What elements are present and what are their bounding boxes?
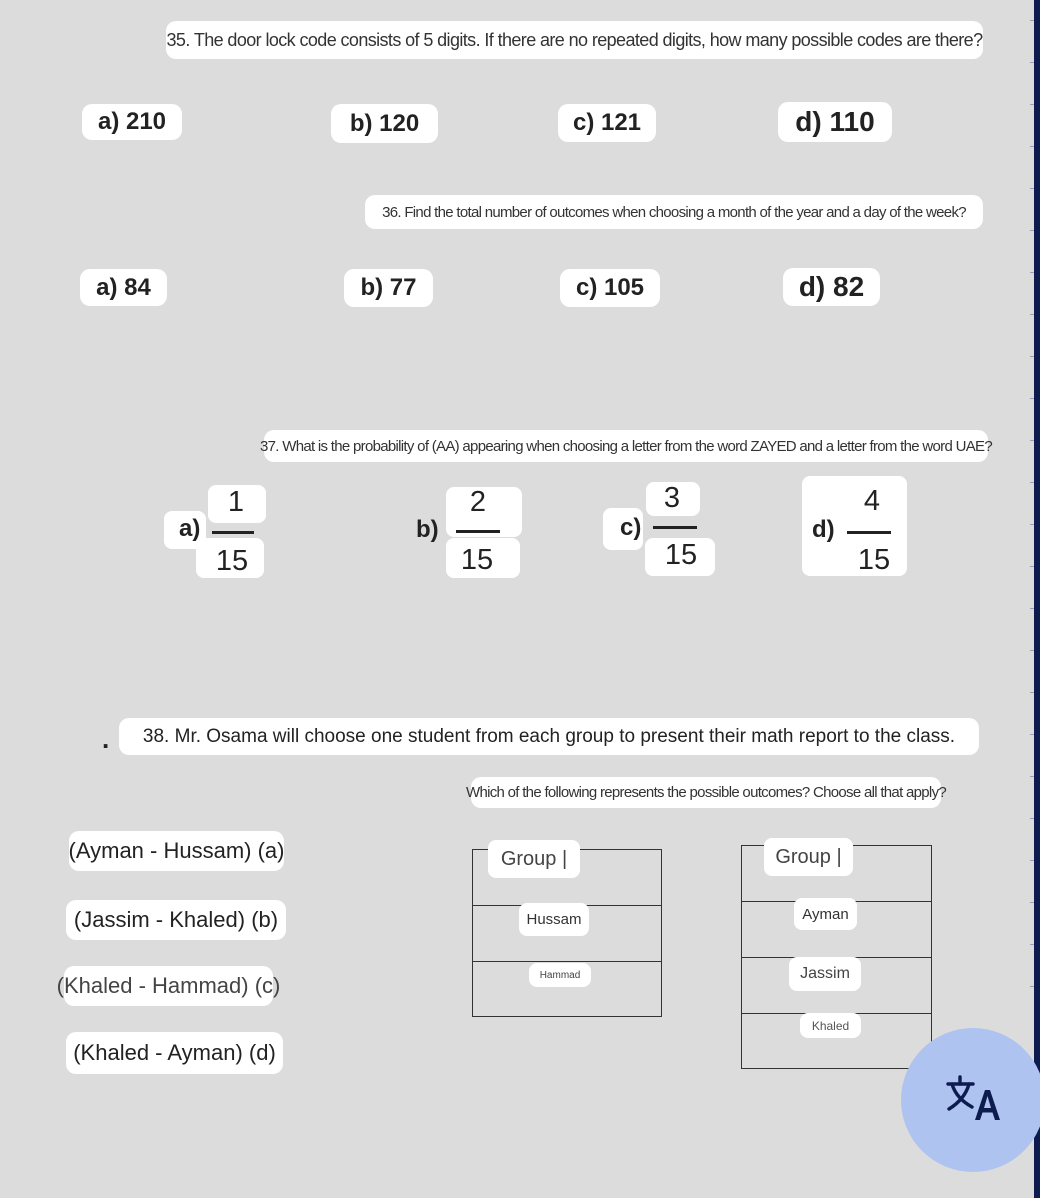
q37-option-a-denominator: 15: [215, 545, 249, 577]
group-table-1-header: Group |: [488, 840, 580, 878]
q36-option-c[interactable]: c) 105: [560, 269, 660, 307]
q37-option-c-bar: [653, 526, 697, 529]
q37-option-d-label: d): [812, 516, 835, 543]
q35-option-b[interactable]: b) 120: [331, 104, 438, 143]
q37-option-c-numerator: 3: [663, 482, 681, 514]
q37-option-b-bar: [456, 530, 500, 533]
q35-option-c[interactable]: c) 121: [558, 104, 656, 142]
q37-option-a-numerator: 1: [227, 486, 245, 518]
q37-option-c[interactable]: [603, 482, 715, 578]
q37-option-c-denominator: 15: [664, 539, 698, 571]
q37-option-d[interactable]: [802, 476, 908, 578]
q37-option-a-bar: [212, 531, 254, 534]
q37-option-a[interactable]: [164, 484, 264, 579]
question-38: 38. Mr. Osama will choose one student from each group to present their math report to the class.: [119, 718, 979, 755]
group-table-1-row-2: Hammad: [529, 963, 591, 987]
q36-option-d[interactable]: d) 82: [783, 268, 880, 306]
q37-option-b-label: b): [416, 516, 439, 543]
q37-option-c-label: c): [620, 514, 642, 541]
right-edge-scrollbar: [1034, 0, 1040, 1198]
q38-answer-c[interactable]: (Khaled - Hammad) (c): [64, 966, 273, 1006]
q36-option-a[interactable]: a) 84: [80, 269, 167, 306]
q36-option-b[interactable]: b) 77: [344, 269, 433, 307]
q37-option-d-bar: [847, 531, 891, 534]
q37-option-b[interactable]: [412, 486, 524, 580]
q35-option-d[interactable]: d) 110: [778, 102, 892, 142]
question-38-subtext: Which of the following represents the possible outcomes? Choose all that apply?: [471, 777, 941, 808]
question-36: 36. Find the total number of outcomes when choosing a month of the year and a day of the week?: [365, 195, 983, 229]
q38-answer-a[interactable]: (Ayman - Hussam) (a): [69, 831, 284, 871]
q35-option-a[interactable]: a) 210: [82, 104, 182, 140]
question-37: 37. What is the probability of (AA) appearing when choosing a letter from the word ZAYED and a letter from the word UAE?: [264, 430, 988, 462]
group-table-2-header: Group |: [764, 838, 853, 876]
q37-option-b-denominator: 15: [460, 544, 494, 576]
q37-option-d-numerator: 4: [863, 485, 881, 517]
q38-bullet: .: [102, 724, 110, 754]
translate-icon: [945, 1074, 1001, 1126]
group-table-1-row-1: Hussam: [519, 903, 589, 936]
q37-option-d-denominator: 15: [857, 544, 891, 576]
q38-answer-b[interactable]: (Jassim - Khaled) (b): [66, 900, 286, 940]
q37-option-a-label: a): [179, 515, 201, 542]
group-table-2-row-3: Khaled: [800, 1013, 861, 1038]
group-table-2-row-1: Ayman: [794, 898, 857, 930]
group-table-2-row-2: Jassim: [789, 957, 861, 991]
q37-option-b-numerator: 2: [469, 486, 487, 518]
q38-answer-d[interactable]: (Khaled - Ayman) (d): [66, 1032, 283, 1074]
translate-button[interactable]: [901, 1028, 1040, 1172]
question-35: 35. The door lock code consists of 5 digits. If there are no repeated digits, how many possible codes are there?: [166, 21, 983, 59]
